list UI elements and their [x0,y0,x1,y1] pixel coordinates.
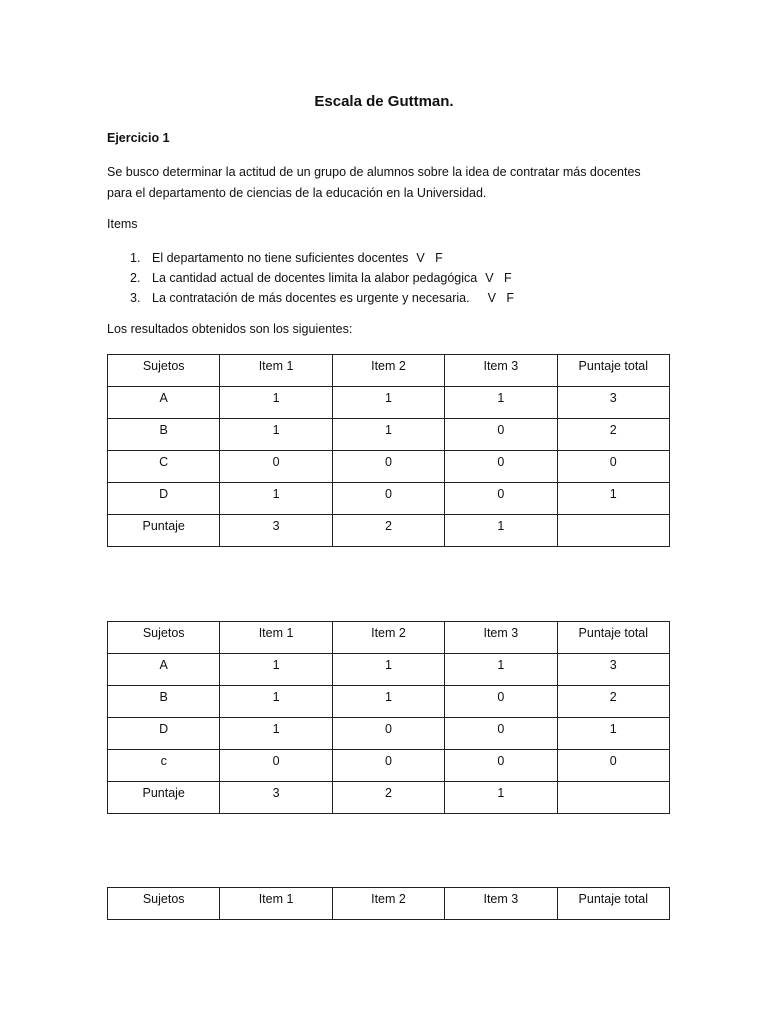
table-cell: 1 [445,515,557,547]
column-header: Puntaje total [557,888,669,920]
table-row [108,515,670,547]
table-cell: 0 [332,483,444,515]
column-header: Item 1 [220,622,332,654]
table-cell: B [108,686,220,718]
table-cell: 0 [445,419,557,451]
table-row [108,750,670,782]
table-cell: 0 [332,451,444,483]
table-cell: 3 [220,782,332,814]
column-header: Item 1 [220,888,332,920]
table-cell: 2 [332,515,444,547]
table-cell: D [108,718,220,750]
table-cell: 1 [445,782,557,814]
item-number: 1. [130,251,141,265]
results-table-2 [107,621,670,814]
column-header: Item 2 [332,888,444,920]
table-cell: 1 [445,654,557,686]
results-table-3 [107,887,670,920]
table-cell: 1 [220,718,332,750]
items-list [130,248,514,308]
table-cell: 0 [220,451,332,483]
item-options: V F [416,251,443,265]
item-text: El departamento no tiene suficientes docentes [152,251,409,265]
column-header: Item 3 [445,888,557,920]
item-options: V F [485,271,512,285]
item-options: V F [487,291,514,305]
table-cell: 2 [332,782,444,814]
table-cell: 1 [332,686,444,718]
table-cell: 1 [557,483,669,515]
table-cell: 3 [220,515,332,547]
table-cell: D [108,483,220,515]
table-cell: 3 [557,654,669,686]
column-header: Item 3 [445,622,557,654]
table-cell: 1 [557,718,669,750]
table-header-row [108,355,670,387]
item-text: La contratación de más docentes es urgente y necesaria. [152,291,470,305]
column-header: Item 1 [220,355,332,387]
table-cell: A [108,387,220,419]
table-cell [557,782,669,814]
table-cell: 0 [445,718,557,750]
column-header: Sujetos [108,888,220,920]
list-item [130,288,514,308]
table-row [108,387,670,419]
page-title: Escala de Guttman. [314,93,454,110]
table-cell [557,515,669,547]
table-row [108,718,670,750]
table-cell: 1 [220,483,332,515]
table-row [108,782,670,814]
exercise-heading: Ejercicio 1 [107,131,170,145]
table-header-row [108,888,670,920]
table-row [108,686,670,718]
table-cell: 0 [557,451,669,483]
table-row [108,654,670,686]
table-cell: 0 [445,451,557,483]
description-paragraph: Se busco determinar la actitud de un grupo de alumnos sobre la idea de contratar más docentes para el departamento de ciencias de la educación en la Universidad. [107,165,641,200]
table-cell: 0 [445,750,557,782]
table-row [108,451,670,483]
results-table-1 [107,354,670,547]
column-header: Sujetos [108,622,220,654]
table-cell: 2 [557,686,669,718]
table-cell: Puntaje [108,515,220,547]
table-cell: 1 [220,654,332,686]
table-cell: 0 [332,718,444,750]
results-intro: Los resultados obtenidos son los siguientes: [107,322,353,336]
table-header-row [108,622,670,654]
table-cell: 0 [332,750,444,782]
column-header: Puntaje total [557,355,669,387]
table-cell: 1 [220,387,332,419]
table-cell: 2 [557,419,669,451]
column-header: Puntaje total [557,622,669,654]
table-cell: c [108,750,220,782]
table-cell: Puntaje [108,782,220,814]
item-number: 3. [130,291,141,305]
column-header: Item 2 [332,622,444,654]
table-cell: 0 [557,750,669,782]
table-cell: A [108,654,220,686]
column-header: Item 3 [445,355,557,387]
table-cell: B [108,419,220,451]
list-item [130,248,514,268]
column-header: Item 2 [332,355,444,387]
table-row [108,419,670,451]
item-text: La cantidad actual de docentes limita la alabor pedagógica [152,271,478,285]
column-header: Sujetos [108,355,220,387]
table-cell: 3 [557,387,669,419]
item-number: 2. [130,271,141,285]
table-cell: 1 [445,387,557,419]
table-cell: 1 [332,419,444,451]
table-cell: 0 [445,686,557,718]
table-cell: 1 [220,419,332,451]
table-cell: C [108,451,220,483]
table-cell: 1 [332,387,444,419]
table-row [108,483,670,515]
list-item [130,268,514,288]
table-cell: 1 [332,654,444,686]
table-cell: 0 [220,750,332,782]
table-cell: 1 [220,686,332,718]
table-cell: 0 [445,483,557,515]
items-label: Items [107,217,138,231]
